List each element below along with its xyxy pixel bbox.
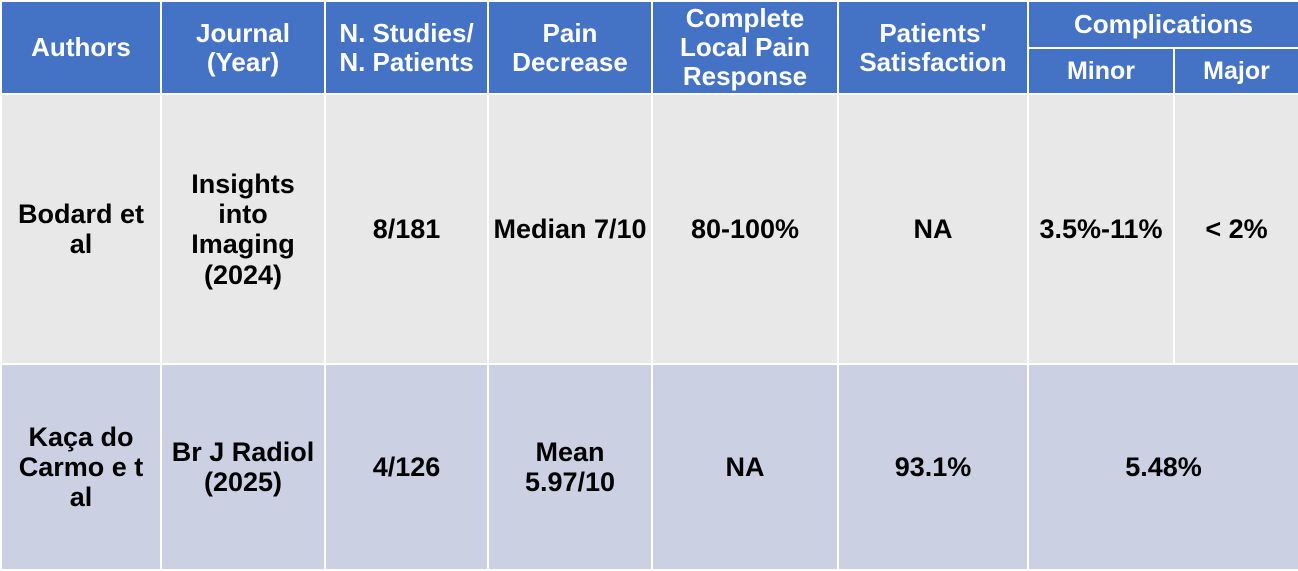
table-header-row-primary [1,1,1298,48]
cell-complications-combined: 5.48% [1028,364,1298,570]
cell-pain-decrease: Median 7/10 [488,94,652,364]
column-header-complications-minor: Minor [1028,48,1174,94]
cell-journal-year: Insights into Imaging (2024) [161,94,325,364]
table-row [1,94,1298,364]
cell-patients-satisfaction: NA [838,94,1028,364]
column-header-journal-year: Journal (Year) [161,1,325,94]
cell-authors: Kaça do Carmo e t al [1,364,161,570]
column-header-complications-major: Major [1174,48,1298,94]
column-header-pain-decrease: Pain Decrease [488,1,652,94]
cell-complications-major: < 2% [1174,94,1298,364]
cell-studies-patients: 8/181 [325,94,488,364]
cell-pain-decrease: Mean 5.97/10 [488,364,652,570]
column-header-patients-satisfaction: Patients' Satisfaction [838,1,1028,94]
cell-journal-year: Br J Radiol (2025) [161,364,325,570]
table-body [1,94,1298,570]
cell-patients-satisfaction: 93.1% [838,364,1028,570]
column-header-complications: Complications [1028,1,1298,48]
table-header [1,1,1298,94]
cell-complications-minor: 3.5%-11% [1028,94,1174,364]
cell-complete-local-pain-response: 80-100% [652,94,838,364]
column-header-studies-patients: N. Studies/ N. Patients [325,1,488,94]
column-header-complete-local-pain-response: Complete Local Pain Response [652,1,838,94]
cell-authors: Bodard et al [1,94,161,364]
table-row [1,364,1298,570]
cell-studies-patients: 4/126 [325,364,488,570]
column-header-authors: Authors [1,1,161,94]
cell-complete-local-pain-response: NA [652,364,838,570]
